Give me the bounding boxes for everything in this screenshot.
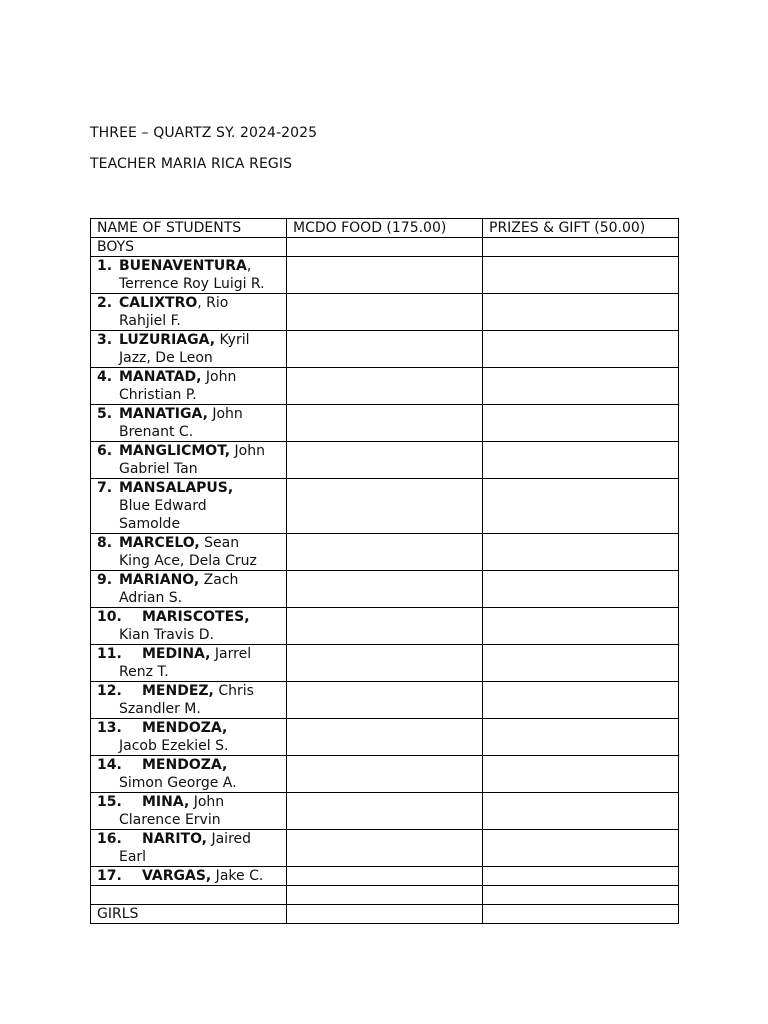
student-name-cell <box>91 608 287 645</box>
name-separator: , <box>246 258 252 274</box>
student-name <box>119 571 280 589</box>
student-given-name-start: John <box>230 443 265 459</box>
student-given-name-rest: King Ace, Dela Cruz <box>119 553 257 569</box>
student-first-line <box>97 756 280 774</box>
student-number: 9. <box>97 572 113 588</box>
student-name <box>119 294 280 312</box>
student-name-cell <box>91 442 287 479</box>
student-name <box>142 682 280 700</box>
mcdo-food-cell[interactable] <box>287 479 483 534</box>
student-number: 5. <box>97 406 113 422</box>
mcdo-food-cell[interactable] <box>287 534 483 571</box>
empty-cell <box>483 905 679 924</box>
student-surname: VARGAS, <box>142 868 212 884</box>
student-name <box>119 331 280 349</box>
student-name-cell <box>91 571 287 608</box>
student-first-line <box>97 571 280 589</box>
student-given-name-rest: Rahjiel F. <box>119 313 181 329</box>
student-first-line <box>97 645 280 663</box>
prizes-gift-cell[interactable] <box>483 368 679 405</box>
student-name <box>142 645 280 663</box>
prizes-gift-cell[interactable] <box>483 257 679 294</box>
student-first-line <box>97 608 280 626</box>
student-given-name-rest: Earl <box>119 849 147 865</box>
mcdo-food-cell[interactable] <box>287 405 483 442</box>
teacher-name: TEACHER MARIA RICA REGIS <box>90 156 293 172</box>
student-given-name-start: Chris <box>213 683 254 699</box>
student-name <box>142 756 280 774</box>
student-name-cell <box>91 405 287 442</box>
student-given-name-start: Jarrel <box>210 646 252 662</box>
mcdo-food-cell[interactable] <box>287 608 483 645</box>
student-surname: CALIXTRO <box>119 295 198 311</box>
prizes-gift-cell[interactable] <box>483 442 679 479</box>
prizes-gift-cell[interactable] <box>483 756 679 793</box>
student-name <box>119 479 280 497</box>
student-surname: MANATIGA, <box>119 406 208 422</box>
mcdo-food-cell[interactable] <box>287 294 483 331</box>
student-first-line <box>97 534 280 552</box>
student-surname: BUENAVENTURA <box>119 258 247 274</box>
student-name <box>119 368 280 386</box>
empty-cell <box>287 905 483 924</box>
student-name-cell <box>91 331 287 368</box>
empty-cell <box>91 886 287 905</box>
student-given-name-start: Kyril <box>215 332 250 348</box>
student-given-name-start: Jake C. <box>211 868 264 884</box>
student-number: 16. <box>97 831 122 847</box>
student-name-cell <box>91 719 287 756</box>
student-name-cell <box>91 534 287 571</box>
student-first-line <box>97 294 280 312</box>
student-surname: MINA, <box>142 794 190 810</box>
student-given-name-rest: Samolde <box>119 516 181 532</box>
mcdo-food-cell[interactable] <box>287 257 483 294</box>
header-mcdo-food: MCDO FOOD (175.00) <box>287 219 483 238</box>
student-surname: NARITO, <box>142 831 208 847</box>
student-given-name-rest: Christian P. <box>119 387 197 403</box>
student-surname: MENDEZ, <box>142 683 214 699</box>
mcdo-food-cell[interactable] <box>287 793 483 830</box>
student-name <box>119 534 280 552</box>
mcdo-food-cell[interactable] <box>287 571 483 608</box>
student-number: 10. <box>97 609 122 625</box>
prizes-gift-cell[interactable] <box>483 608 679 645</box>
mcdo-food-cell[interactable] <box>287 719 483 756</box>
mcdo-food-cell[interactable] <box>287 331 483 368</box>
student-given-name-rest: Gabriel Tan <box>119 461 198 477</box>
prizes-gift-cell[interactable] <box>483 682 679 719</box>
student-first-line <box>97 793 280 811</box>
student-number: 7. <box>97 480 113 496</box>
table-row <box>91 534 679 571</box>
mcdo-food-cell[interactable] <box>287 645 483 682</box>
table-row <box>91 756 679 793</box>
student-given-name-rest: Blue Edward <box>119 498 207 514</box>
table-row <box>91 793 679 830</box>
student-given-name-start: John <box>189 794 225 810</box>
student-number: 14. <box>97 757 122 773</box>
student-surname: MANSALAPUS, <box>119 480 234 496</box>
student-number: 17. <box>97 868 122 884</box>
table-row <box>91 682 679 719</box>
table-row <box>91 442 679 479</box>
student-given-name-rest: Szandler M. <box>119 701 201 717</box>
student-first-line <box>97 867 280 885</box>
student-name-cell <box>91 756 287 793</box>
prizes-gift-cell[interactable] <box>483 719 679 756</box>
student-name-cell <box>91 830 287 867</box>
header-name-of-students: NAME OF STUDENTS <box>91 219 287 238</box>
empty-row <box>91 886 679 905</box>
student-name-cell <box>91 867 287 886</box>
table-row <box>91 867 679 886</box>
roster-body <box>91 238 679 924</box>
table-row <box>91 405 679 442</box>
student-name <box>142 867 280 885</box>
mcdo-food-cell[interactable] <box>287 830 483 867</box>
student-surname: MARISCOTES, <box>142 609 250 625</box>
student-surname: MANGLICMOT, <box>119 443 231 459</box>
mcdo-food-cell[interactable] <box>287 867 483 886</box>
student-surname: MARCELO, <box>119 535 200 551</box>
student-given-name-rest: Clarence Ervin <box>119 812 221 828</box>
student-given-name-start: Rio <box>201 295 229 311</box>
student-first-line <box>97 479 280 497</box>
mcdo-food-cell[interactable] <box>287 442 483 479</box>
student-first-line <box>97 405 280 423</box>
student-number: 11. <box>97 646 122 662</box>
empty-cell <box>483 238 679 257</box>
prizes-gift-cell[interactable] <box>483 294 679 331</box>
student-first-line <box>97 442 280 460</box>
student-surname: MENDOZA, <box>142 720 228 736</box>
boys-label: BOYS <box>91 238 287 257</box>
student-number: 2. <box>97 295 113 311</box>
table-row <box>91 719 679 756</box>
student-given-name-rest: Simon George A. <box>119 775 237 791</box>
student-first-line <box>97 368 280 386</box>
table-row <box>91 608 679 645</box>
mcdo-food-cell[interactable] <box>287 368 483 405</box>
prizes-gift-cell[interactable] <box>483 867 679 886</box>
student-number: 8. <box>97 535 113 551</box>
boys-section-row <box>91 238 679 257</box>
student-given-name-rest: Renz T. <box>119 664 169 680</box>
student-name <box>142 830 280 848</box>
student-roster-table <box>90 218 679 924</box>
girls-section-row <box>91 905 679 924</box>
header-prizes-gift: PRIZES & GIFT (50.00) <box>483 219 679 238</box>
table-row <box>91 830 679 867</box>
student-number: 12. <box>97 683 122 699</box>
prizes-gift-cell[interactable] <box>483 571 679 608</box>
mcdo-food-cell[interactable] <box>287 756 483 793</box>
prizes-gift-cell[interactable] <box>483 534 679 571</box>
table-row <box>91 479 679 534</box>
student-given-name-rest: Brenant C. <box>119 424 194 440</box>
student-first-line <box>97 830 280 848</box>
student-number: 13. <box>97 720 122 736</box>
student-surname: MENDOZA, <box>142 757 228 773</box>
student-first-line <box>97 331 280 349</box>
student-name <box>119 257 280 275</box>
student-name-cell <box>91 645 287 682</box>
student-name <box>119 442 280 460</box>
student-given-name-rest: Kian Travis D. <box>119 627 214 643</box>
table-row <box>91 257 679 294</box>
student-name-cell <box>91 368 287 405</box>
mcdo-food-cell[interactable] <box>287 682 483 719</box>
table-row <box>91 331 679 368</box>
student-name-cell <box>91 294 287 331</box>
student-name <box>142 608 280 626</box>
student-first-line <box>97 257 280 275</box>
name-separator: , <box>197 295 202 311</box>
student-number: 3. <box>97 332 113 348</box>
student-surname: MARIANO, <box>119 572 200 588</box>
prizes-gift-cell[interactable] <box>483 405 679 442</box>
empty-cell <box>483 886 679 905</box>
student-given-name-start: Sean <box>199 535 240 551</box>
student-number: 6. <box>97 443 113 459</box>
student-given-name-start: Zach <box>199 572 239 588</box>
empty-cell <box>287 238 483 257</box>
student-surname: LUZURIAGA, <box>119 332 216 348</box>
prizes-gift-cell[interactable] <box>483 479 679 534</box>
student-given-name-start: John <box>201 369 237 385</box>
table-row <box>91 368 679 405</box>
prizes-gift-cell[interactable] <box>483 830 679 867</box>
document-title: THREE – QUARTZ SY. 2024-2025 <box>90 125 318 141</box>
table-row <box>91 645 679 682</box>
student-number: 15. <box>97 794 122 810</box>
student-given-name-rest: Jacob Ezekiel S. <box>119 738 229 754</box>
header-row <box>91 219 679 238</box>
student-number: 4. <box>97 369 113 385</box>
student-name-cell <box>91 257 287 294</box>
student-surname: MANATAD, <box>119 369 202 385</box>
student-given-name-rest: Adrian S. <box>119 590 183 606</box>
student-first-line <box>97 682 280 700</box>
prizes-gift-cell[interactable] <box>483 793 679 830</box>
girls-label: GIRLS <box>91 905 287 924</box>
student-given-name-rest: Terrence Roy Luigi R. <box>119 276 265 292</box>
student-name <box>142 793 280 811</box>
empty-cell <box>287 886 483 905</box>
student-name-cell <box>91 793 287 830</box>
student-surname: MEDINA, <box>142 646 211 662</box>
student-number: 1. <box>97 258 113 274</box>
student-given-name-start: John <box>207 406 243 422</box>
student-given-name-rest: Jazz, De Leon <box>119 350 213 366</box>
student-name-cell <box>91 479 287 534</box>
prizes-gift-cell[interactable] <box>483 331 679 368</box>
table-row <box>91 294 679 331</box>
student-name <box>119 405 280 423</box>
student-given-name-start: Jaired <box>207 831 252 847</box>
student-name <box>142 719 280 737</box>
table-row <box>91 571 679 608</box>
prizes-gift-cell[interactable] <box>483 645 679 682</box>
student-first-line <box>97 719 280 737</box>
student-name-cell <box>91 682 287 719</box>
